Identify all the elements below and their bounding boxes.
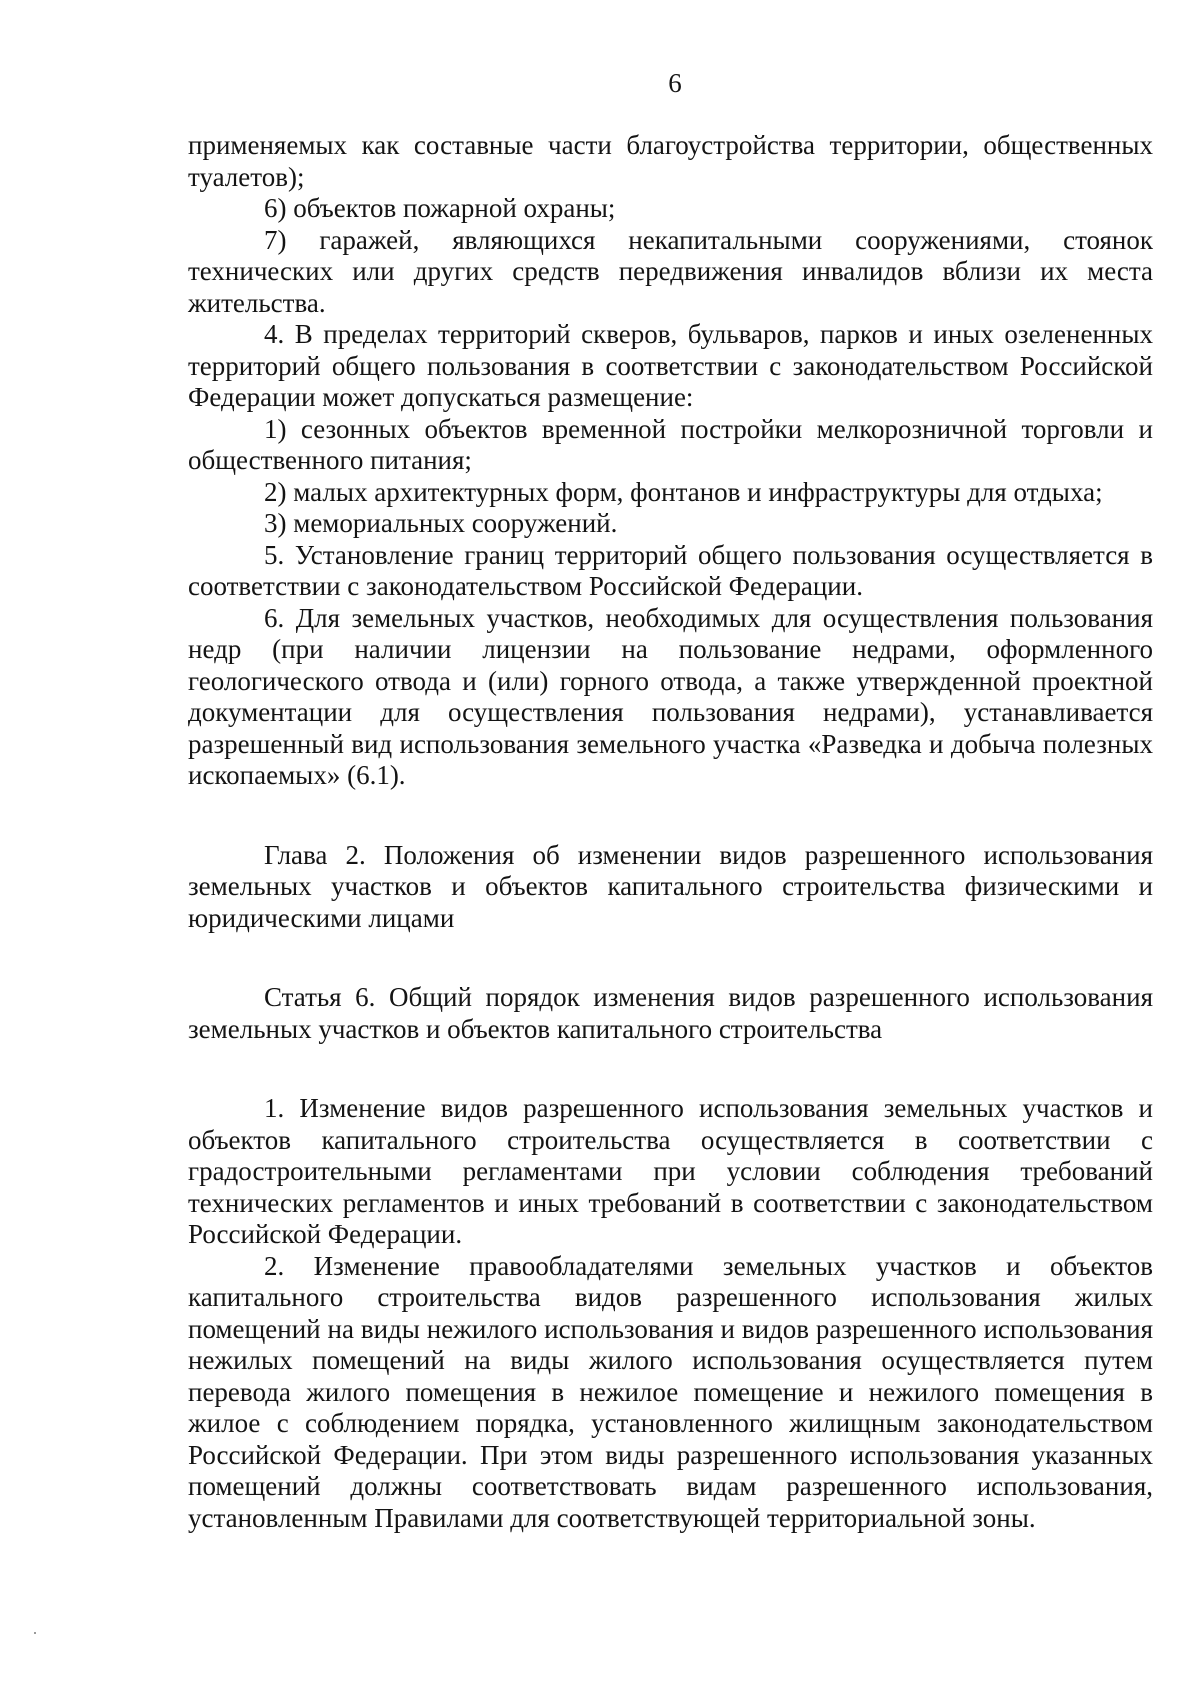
- page-number: 6: [668, 68, 682, 98]
- list-item-6: 6) объектов пожарной охраны;: [264, 193, 616, 223]
- paragraph-section-6: 6. Для земельных участков, необходимых для осуществления пользования недр (при наличии лицензии на пользование недрами, оформленного геологического отвода и (или) горного отвода, а также утвержденной проектной документации для осуществления пользования недрами), устанавливается разрешенный вид использования земельного участка «Разведка и добыча полезных ископаемых» (6.1).: [188, 602, 1153, 790]
- paragraph-section-5: 5. Установление границ территорий общего пользования осуществляется в соответствии с законодательством Российской Федерации.: [188, 539, 1153, 601]
- list-item-2: 2) малых архитектурных форм, фонтанов и инфраструктуры для отдыха;: [264, 476, 1103, 507]
- article-paragraph-1: 1. Изменение видов разрешенного использования земельных участков и объектов капитального строительства осуществляется в соответствии с градостроительными регламентами при условии соблюдения требований технических регламентов и иных требований в соответствии с законодательством Российской Федерации.: [188, 1093, 1153, 1249]
- list-item-1: 1) сезонных объектов временной постройки мелкорозничной торговли и общественного питания;: [188, 413, 1153, 475]
- chapter-heading: Глава 2. Положения об изменении видов разрешенного использования земельных участков и объектов капитального строительства физическими и юридическими лицами: [188, 839, 1153, 933]
- list-item-3: 3) мемориальных сооружений.: [264, 508, 618, 538]
- article-heading: Статья 6. Общий порядок изменения видов разрешенного использования земельных участков и объектов капитального строительства: [188, 982, 1153, 1044]
- document-body: [188, 130, 1153, 1534]
- paragraph-continuation: применяемых как составные части благоустройства территории, общественных туалетов);: [188, 130, 1153, 192]
- article-paragraph-2: 2. Изменение правообладателями земельных участков и объектов капитального строительства видов разрешенного использования жилых помещений на виды нежилого использования и видов разрешенного использования нежилых помещений на виды жилого использования осуществляется путем перевода жилого помещения в нежилое помещение и нежилого помещения в жилое с соблюдением порядка, установленного жилищным законодательством Российской Федерации. При этом виды разрешенного использования указанных помещений должны соответствовать видам разрешенного использования, установленным Правилами для соответствующей территориальной зоны.: [188, 1250, 1153, 1533]
- paragraph-section-4: 4. В пределах территорий скверов, бульваров, парков и иных озелененных территорий общего пользования в соответствии с законодательством Российской Федерации может допускаться размещение:: [188, 319, 1153, 412]
- list-item-7: 7) гаражей, являющихся некапитальными сооружениями, стоянок технических или других средств передвижения инвалидов вблизи их места жительства.: [188, 224, 1153, 318]
- scan-dot: [34, 1632, 36, 1634]
